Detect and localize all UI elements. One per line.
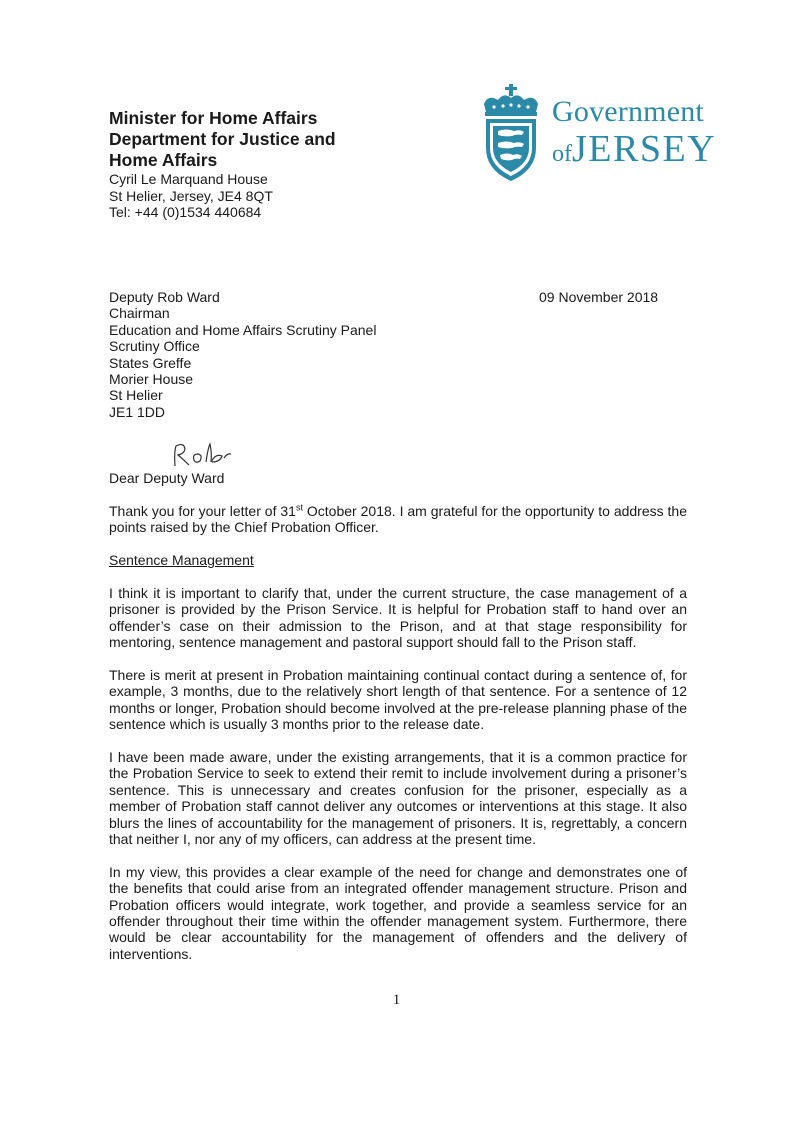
logo-of-text: of — [552, 141, 572, 167]
page-number: 1 — [392, 992, 401, 1008]
logo-government-text: Government — [552, 95, 704, 128]
government-of-jersey-logo — [478, 82, 728, 187]
sender-address-line-1: Cyril Le Marquand House — [109, 171, 268, 187]
sender-org-line-2: Department for Justice and — [109, 129, 336, 149]
body-paragraph-2: There is merit at present in Probation maintaining continual contact during a sentence of, for example, 3 months, due to the relatively short length of that sentence. For a sentence of 12 months or longer, Probation should become involved at the pre-release planning phase of the sentence which is usually 3 months prior to the release date. — [109, 667, 687, 733]
handwritten-rob-annotation — [170, 440, 234, 470]
recipient-line-7: St Helier — [109, 387, 163, 404]
recipient-line-2: Chairman — [109, 305, 170, 322]
intro-ordinal-suffix: st — [295, 502, 303, 513]
sender-org-line-3: Home Affairs — [109, 150, 218, 170]
section-heading-sentence-management: Sentence Management — [109, 552, 254, 569]
recipient-line-3: Education and Home Affairs Scrutiny Panel — [109, 321, 377, 338]
letter-date: 09 November 2018 — [539, 289, 659, 305]
body-paragraph-4: In my view, this provides a clear example of the need for change and demonstrates one of the benefits that could arise from an integrated offender management structure. Prison and Probation officers would integrate, work together, and provide a seamless service for an offender throughout their time within the offender management system. Furthermore, there would be clear accountability for the management of offenders and the delivery of interventions. — [109, 863, 687, 962]
recipient-line-6: Morier House — [109, 371, 194, 388]
recipient-line-5: States Greffe — [109, 354, 192, 371]
recipient-line-4: Scrutiny Office — [109, 338, 200, 355]
intro-text-part-2: October 2018. I am grateful for the opportunity to address the points raised by the Chief Probation Officer. — [109, 503, 688, 536]
body-paragraph-3: I have been made aware, under the existing arrangements, that it is a common practice for the Probation Service to seek to extend their remit to include involvement during a prisoner’s sentence. This is unnecessary and creates confusion for the prisoner, especially as a member of Probation staff cannot deliver any outcomes or interventions at this stage. It also blurs the lines of accountability for the management of prisoners. It is, regrettably, a concern that neither I, nor any of my officers, can address at the present time. — [109, 749, 687, 848]
sender-block — [109, 108, 429, 221]
salutation: Dear Deputy Ward — [109, 470, 225, 486]
intro-text-part-1: Thank you for your letter of 31 — [109, 503, 296, 519]
logo-jersey-text: JERSEY — [572, 128, 717, 170]
sender-address-line-2: St Helier, Jersey, JE4 8QT — [109, 187, 273, 204]
government-of-jersey-crest-icon — [478, 82, 544, 184]
body-paragraph-1: I think it is important to clarify that, under the current structure, the case management of a prisoner is provided by the Prison Service. It is helpful for Probation staff to hand over an offender’s case on their admission to the Prison, and at that stage responsibility for mentoring, sentence management and pastoral support should fall to the Prison staff. — [109, 585, 687, 651]
sender-address-line-3: Tel: +44 (0)1534 440684 — [109, 204, 262, 220]
letter-body — [109, 503, 687, 979]
intro-paragraph — [109, 503, 687, 536]
recipient-line-8: JE1 1DD — [109, 403, 166, 420]
recipient-line-1: Deputy Rob Ward — [109, 289, 220, 305]
recipient-address-block — [109, 289, 376, 420]
sender-org-line-1: Minister for Home Affairs — [109, 108, 318, 128]
logo-of-jersey-text — [552, 130, 716, 173]
